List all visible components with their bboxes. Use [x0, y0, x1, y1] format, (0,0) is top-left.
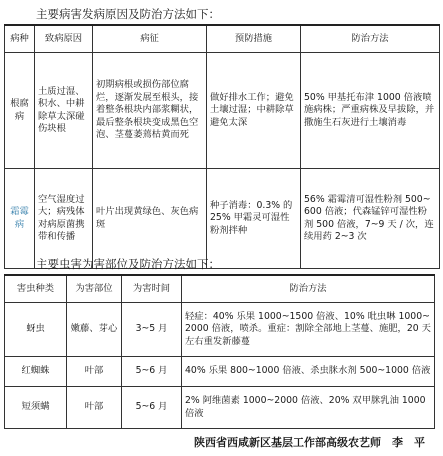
- col-header-time: 为害时间: [122, 275, 182, 303]
- disease-row-downy-mildew: [5, 169, 440, 269]
- disease-cause: 土质过湿、积水、中耕除草太深碰伤块根: [35, 53, 93, 169]
- pest-treatment: 轻症：40% 乐果 1000~1500 倍液、10% 吡虫啉 1000~2000 倍液，喷杀。重症：割除全部地上茎蔓、施肥，20 天左右重发新藤蔓: [182, 303, 435, 357]
- disease-prevention: 做好排水工作；避免土壤过湿；中耕除草避免太深: [207, 53, 301, 169]
- disease-prevention: 种子消毒：0.3% 的 25% 甲霜灵可湿性粉剂拌种: [207, 169, 301, 269]
- author-credit: 陕西省西咸新区基层工作部高级农艺师 李 平: [194, 436, 425, 449]
- col-header-pest: 害虫种类: [5, 275, 67, 303]
- disease-row-root-rot: [5, 53, 440, 169]
- pest-row-aphid: [5, 303, 435, 357]
- pest-table-header: [5, 275, 435, 303]
- disease-section-heading: 主要病害发病原因及防治方法如下：: [36, 7, 220, 21]
- pest-part: 叶部: [67, 387, 122, 429]
- pest-time: 3~5 月: [122, 303, 182, 357]
- pest-section-heading: 主要虫害为害部位及防治方法如下：: [36, 257, 220, 271]
- col-header-cause: 致病原因: [35, 25, 93, 53]
- pest-part: 叶部: [67, 357, 122, 387]
- col-header-treatment: 防治方法: [301, 25, 440, 53]
- disease-symptom: 初期病根或损伤部位腐烂，逐渐发展至根头，接着整条根块内部浆糊状，最后整条根块变成黑色空泡、茎蔓萎蔫枯黄而死: [93, 53, 207, 169]
- col-header-part: 为害部位: [67, 275, 122, 303]
- disease-treatment: 56% 霜霉清可湿性粉剂 500~600 倍液；代森锰锌可湿性粉剂 500 倍液，7~9 天 / 次，连续用药 2~3 次: [301, 169, 440, 269]
- disease-cause: 空气湿度过大；病残体对病原菌携带和传播: [35, 169, 93, 269]
- pest-row-short-mite: [5, 387, 435, 429]
- col-header-pest-treatment: 防治方法: [182, 275, 435, 303]
- pest-part: 嫩藤、芽心: [67, 303, 122, 357]
- pest-name: 红蜘蛛: [5, 357, 67, 387]
- pest-treatment: 40% 乐果 800~1000 倍液、杀虫脒水剂 500~1000 倍液: [182, 357, 435, 387]
- col-header-disease: 病种: [5, 25, 35, 53]
- pest-time: 5~6 月: [122, 357, 182, 387]
- col-header-prevention: 预防措施: [207, 25, 301, 53]
- disease-symptom: 叶片出现黄绿色、灰色病斑: [93, 169, 207, 269]
- pest-table: [4, 274, 435, 429]
- pest-name: 短须螨: [5, 387, 67, 429]
- disease-name: 霜霉病: [5, 169, 35, 269]
- pest-time: 5~6 月: [122, 387, 182, 429]
- col-header-symptom: 病征: [93, 25, 207, 53]
- pest-treatment: 2% 阿维菌素 1000~2000 倍液、20% 双甲脒乳油 1000 倍液: [182, 387, 435, 429]
- pest-row-red-spider: [5, 357, 435, 387]
- pest-name: 蚜虫: [5, 303, 67, 357]
- disease-treatment: 50% 甲基托布津 1000 倍液喷施病株；严重病株及早拔除，并撒施生石灰进行土壤消毒: [301, 53, 440, 169]
- disease-name: 根腐病: [5, 53, 35, 169]
- disease-table: [4, 24, 440, 269]
- disease-table-header: [5, 25, 440, 53]
